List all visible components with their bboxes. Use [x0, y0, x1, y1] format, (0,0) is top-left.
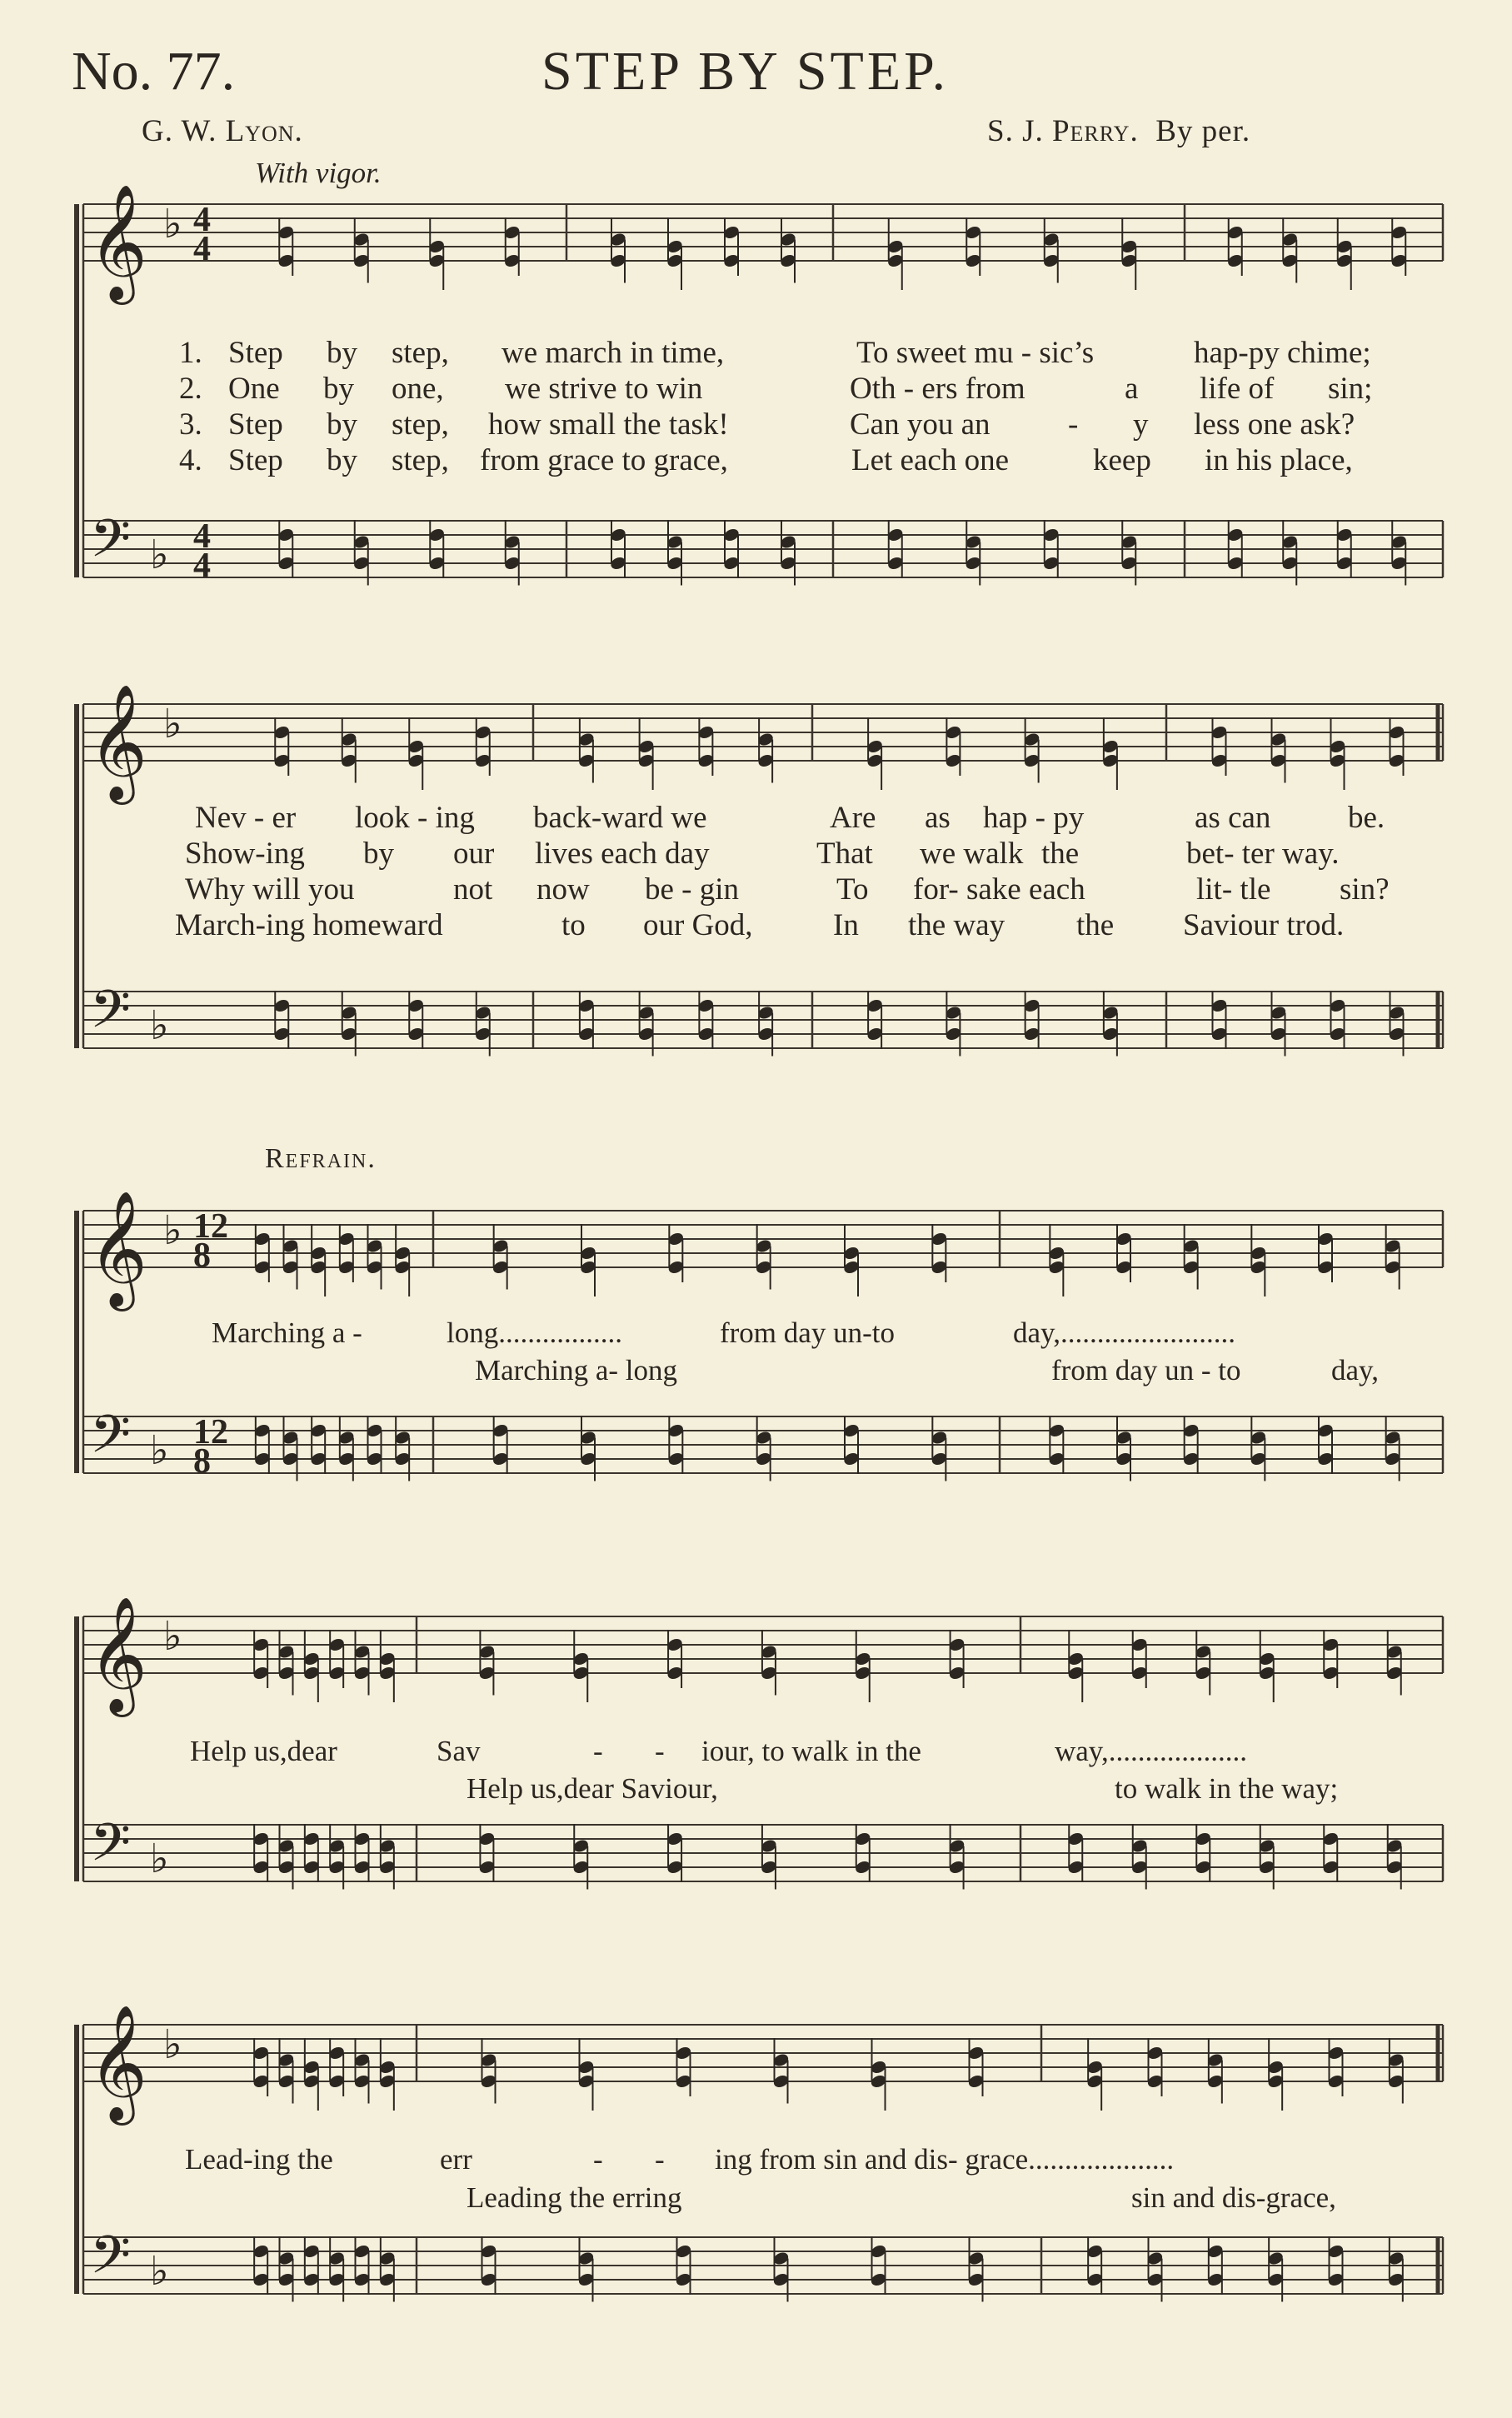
flat-icon: ♭ — [150, 1837, 169, 1881]
hymn-number: No. 77. — [72, 41, 236, 102]
lyric-syllable: for- sake each — [913, 872, 1085, 907]
lyric-syllable: a — [1125, 372, 1139, 406]
time-signature-denominator: 4 — [193, 230, 211, 268]
flat-icon: ♭ — [163, 702, 182, 747]
verse-4-number: 4. — [179, 443, 202, 477]
refrain-lyric: err — [440, 2143, 472, 2176]
refrain-lyric: iour, to walk in the — [701, 1735, 921, 1767]
flat-icon: ♭ — [163, 2023, 182, 2067]
lyric-syllable: lives each day — [535, 837, 710, 871]
lyric-syllable: Can you an — [850, 407, 991, 442]
refrain-lyric: - — [593, 1735, 603, 1767]
lyric-syllable: how small the task! — [488, 407, 729, 442]
flat-icon: ♭ — [163, 1615, 182, 1659]
lyric-syllable: to — [561, 908, 586, 942]
lyric-syllable: lit- tle — [1196, 872, 1271, 907]
tempo-marking: With vigor. — [255, 157, 382, 189]
refrain-lyric: from day un - to — [1051, 1354, 1241, 1386]
lyric-syllable: by — [327, 407, 357, 442]
lyric-syllable: Are — [830, 801, 876, 835]
flat-icon: ♭ — [150, 1429, 169, 1473]
lyric-syllable: from grace to grace, — [480, 443, 728, 477]
flat-icon: ♭ — [150, 2250, 169, 2294]
refrain-lyric: sin and dis-grace, — [1131, 2181, 1336, 2214]
refrain-lyric: - — [593, 2143, 603, 2176]
lyric-syllable: keep — [1093, 443, 1151, 477]
lyric-syllable: sin; — [1328, 372, 1373, 406]
lyric-syllable: To — [836, 872, 869, 907]
refrain-lyric: to walk in the way; — [1115, 1772, 1339, 1805]
flat-icon: ♭ — [150, 533, 169, 577]
refrain-lyric: way,................... — [1055, 1735, 1248, 1767]
verse-3-number: 3. — [179, 407, 202, 442]
lyric-syllable: now — [536, 872, 590, 907]
lyric-syllable: Saviour trod. — [1183, 908, 1345, 942]
lyric-syllable: Nev - er — [195, 801, 297, 835]
verse-2-number: 2. — [179, 372, 202, 406]
lyric-syllable: To sweet mu - sic’s — [856, 336, 1095, 370]
lyric-syllable: we strive to win — [505, 372, 703, 406]
bass-clef-icon: 𝄢 — [90, 1406, 131, 1476]
lyric-syllable: That — [816, 837, 873, 871]
composer-name: S. J. Perry. — [987, 114, 1139, 148]
lyric-syllable: y — [1133, 407, 1149, 442]
refrain-lyric: Marching a - — [212, 1316, 362, 1349]
treble-clef-icon: 𝄞 — [88, 1599, 147, 1710]
lyric-syllable: we walk — [920, 837, 1024, 871]
refrain-lyric: Help us,dear Saviour, — [467, 1772, 718, 1805]
lyric-syllable: - — [1068, 407, 1079, 442]
bass-clef-icon: 𝄢 — [90, 511, 131, 581]
time-signature-numerator: 4 — [193, 517, 211, 556]
lyric-syllable: hap-py chime; — [1194, 336, 1371, 370]
lyric-syllable: the — [1041, 837, 1080, 871]
lyric-syllable: not — [453, 872, 493, 907]
lyric-syllable: Step — [228, 336, 283, 370]
lyric-syllable: step, — [392, 336, 449, 370]
lyric-syllable: life of — [1200, 372, 1275, 406]
refrain-lyric: Leading the erring — [467, 2181, 682, 2214]
lyric-syllable: bet- ter way. — [1186, 837, 1340, 871]
refrain-lyric: Lead-ing the — [185, 2143, 333, 2176]
lyric-syllable: by — [327, 336, 357, 370]
lyric-syllable: our — [453, 837, 495, 871]
refrain-lyric: day,........................ — [1013, 1316, 1236, 1349]
refrain-label: Refrain. — [265, 1143, 377, 1174]
lyric-syllable: look - ing — [355, 801, 475, 835]
lyric-syllable: One — [228, 372, 280, 406]
flat-icon: ♭ — [163, 202, 182, 247]
lyricist-credit: G. W. Lyon. — [142, 114, 303, 148]
refrain-lyric: - — [655, 2143, 665, 2176]
time-signature-numerator: 12 — [193, 1413, 228, 1451]
notes — [252, 217, 1408, 2302]
refrain-lyric: from day un-to — [720, 1316, 895, 1349]
refrain-lyric: Help us,dear — [190, 1735, 337, 1767]
verse-1-number: 1. — [179, 336, 202, 370]
lyric-syllable: the way — [908, 908, 1006, 942]
lyric-syllable: less one ask? — [1194, 407, 1355, 442]
lyric-syllable: as — [925, 801, 951, 835]
lyric-syllable: Step — [228, 443, 283, 477]
lyric-syllable: we march in time, — [502, 336, 725, 370]
lyric-syllable: In — [833, 908, 859, 942]
hymn-title: STEP BY STEP. — [541, 41, 950, 102]
lyric-syllable: Step — [228, 407, 283, 442]
lyric-syllable: sin? — [1340, 872, 1390, 907]
bass-clef-icon: 𝄢 — [90, 2227, 131, 2297]
refrain-lyric: Marching a- long — [475, 1354, 677, 1386]
lyric-syllable: hap - py — [983, 801, 1085, 835]
refrain-lyric: - — [655, 1735, 665, 1767]
refrain-lyric: long................. — [447, 1316, 622, 1349]
refrain-lyric: ing from sin and dis- grace.................... — [715, 2143, 1175, 2176]
lyric-syllable: step, — [392, 443, 449, 477]
lyric-syllable: as can — [1195, 801, 1271, 835]
lyric-syllable: March-ing homeward — [175, 908, 443, 942]
permission-note: By per. — [1155, 114, 1251, 148]
time-signature-denominator: 8 — [193, 1236, 211, 1275]
clefs — [88, 186, 182, 2297]
bass-clef-icon: 𝄢 — [90, 982, 131, 1052]
time-signature-numerator: 12 — [193, 1207, 228, 1246]
lyric-syllable: step, — [392, 407, 449, 442]
lyric-syllable: by — [323, 372, 354, 406]
lyric-syllable: the — [1076, 908, 1115, 942]
refrain-lyric: day, — [1331, 1354, 1380, 1386]
treble-clef-icon: 𝄞 — [88, 2007, 147, 2118]
time-signature-denominator: 8 — [193, 1442, 211, 1481]
lyric-syllable: our God, — [643, 908, 753, 942]
lyric-syllable: by — [327, 443, 357, 477]
lyric-syllable: back-ward we — [533, 801, 707, 835]
lyric-syllable: Why will you — [185, 872, 355, 907]
treble-clef-icon: 𝄞 — [88, 1193, 147, 1304]
lyric-syllable: one, — [392, 372, 444, 406]
lyric-syllable: in his place, — [1205, 443, 1353, 477]
time-signature-numerator: 4 — [193, 201, 211, 239]
lyric-syllable: by — [363, 837, 394, 871]
time-signature-denominator: 4 — [193, 547, 211, 585]
refrain-lyric: Sav — [437, 1735, 481, 1767]
treble-clef-icon: 𝄞 — [88, 687, 147, 797]
lyric-syllable: Oth - ers from — [850, 372, 1025, 406]
flat-icon: ♭ — [150, 1004, 169, 1048]
bass-clef-icon: 𝄢 — [90, 1815, 131, 1885]
lyric-syllable: be - gin — [645, 872, 740, 907]
treble-clef-icon: 𝄞 — [88, 187, 147, 297]
flat-icon: ♭ — [163, 1209, 182, 1253]
lyric-syllable: Let each one — [851, 443, 1009, 477]
lyric-syllable: Show-ing — [185, 837, 305, 871]
lyric-syllable: be. — [1348, 801, 1385, 835]
